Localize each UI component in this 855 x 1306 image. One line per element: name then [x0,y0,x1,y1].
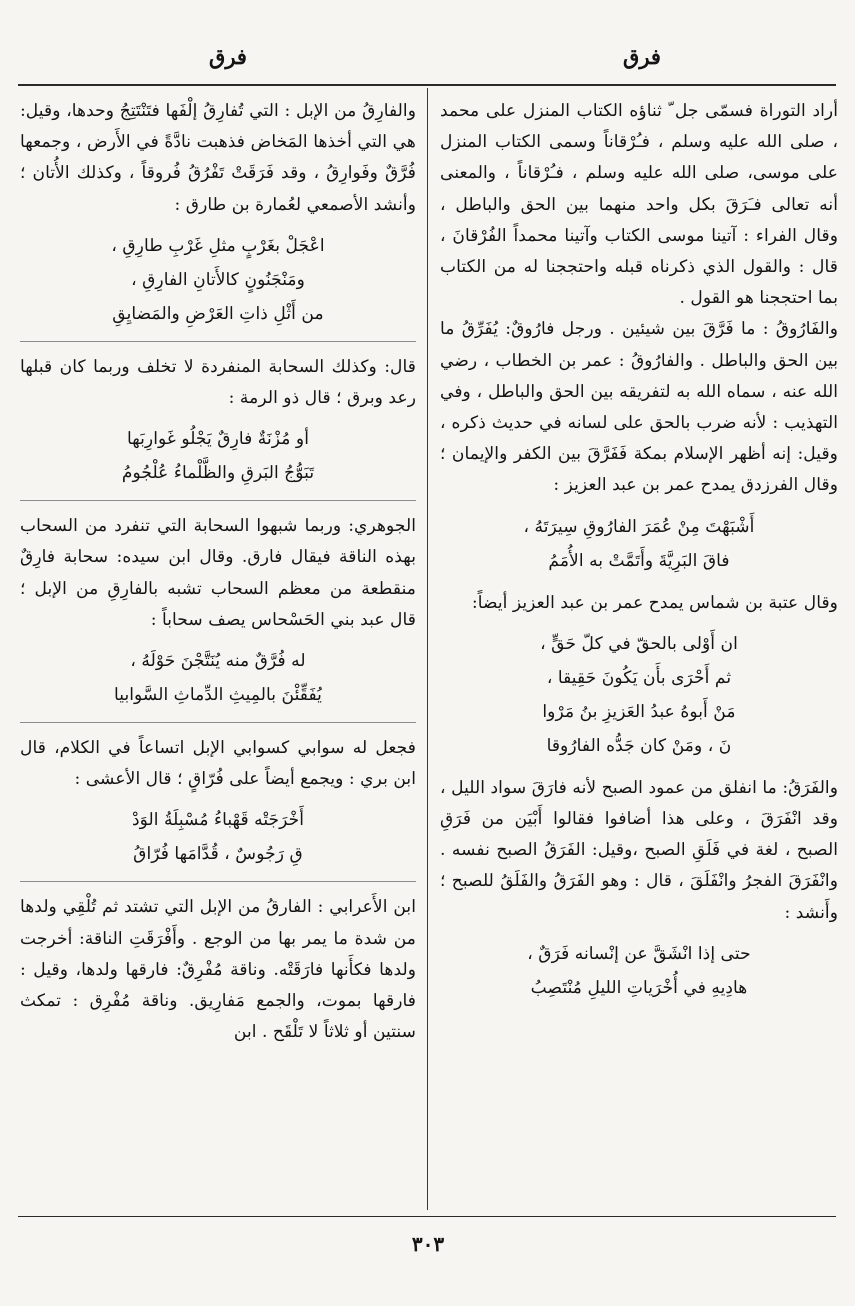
verse-line: من أَثْلِ ذاتِ العَرْضِ والمَضايِقِ [112,303,324,324]
verse-block [440,937,838,1005]
verse-line: ان أَوْلى بالحقّ في كلّ حَقٍّ ، [540,633,738,654]
verse-line: قِ رَجُوسٌ ، قُدَّامَها فُرّاقُ [133,844,303,865]
verse-line: أَخْرَجَتْه قَهْباءُ مُسْبِلَةُ الوَدْ [131,810,305,831]
verse-line: حتى إذا انْشَقَّ عن إنْسانه فَرَقٌ ، [527,943,751,964]
verse-block [20,229,416,331]
entry-paragraph: الجوهري: وربما شبهوا السحابة التي تنفرد من السحاب بهذه الناقة فيقال فارق. وقال ابن سيده: سحابة فارِقٌ منقطعة من معظم السحاب تشبه بالفارِقِ من الإبل ؛ قال عبد بني الحَسْحاس يصف سحاباً : [20,516,416,630]
page-number: ٣٠٣ [411,1232,445,1256]
footer-rule [18,1216,836,1217]
entry-paragraph: والفَرَقُ: ما انفلق من عمود الصبح لأنه فارَقَ سواد الليل ، وقد انْفَرَقَ ، وعلى هذا أضافوا فقالوا أَبْيَن من فَرَقِ الصبح ، لغة في فَلَقِ الصبح ،وقيل: الفَرَقُ الصبح نفسه . وانْفَرَقَ الفجرُ وانْفَلَقَ ، قال : وهو الفَرَقُ والفَلَقُ للصبح ؛ وأَنشد : [440,777,838,923]
verse-block [20,803,416,871]
verse-line: يُفَقِّئْنَ بالمِيثِ الدِّماثِ السَّوابيا [114,685,322,706]
entry-paragraph: وقال عتبة بن شماس يمدح عمر بن عبد العزيز أيضاً: [471,592,838,613]
verse-line: هادِيهِ في أُخْرَياتِ الليلِ مُنْتَصِبُ [530,977,748,998]
section-separator [20,500,416,501]
verse-line: أَشْبَهْتَ مِنْ عُمَرَ الفارُوقِ سِيرَتَهُ ، [523,516,755,537]
left-column [20,96,416,1048]
entry-paragraph: والفارِقُ من الإبل : التي تُفارِقُ إلْفَها فتَنْتَتِجُ وحدها، وقيل: هي التي أخذها المَخاض فذهبت نادَّةً في الأَرض ، وجمعها فُرَّقٌ وفَوارِقُ ، وقد فَرَقَتْ تَفْرُقُ فُروقاً ، وكذلك الأُتان ؛ وأنشد الأصمعي لعُمارة بن طارق : [20,101,416,215]
verse-line: أو مُزْنَةٌ فارِقٌ يَجْلُو غَوارِبَها [126,429,310,450]
section-separator [20,881,416,882]
entry-paragraph: أراد التوراة فسمّى جل ّ ثناؤه الكتاب المنزل على محمد ، صلى الله عليه وسلم ، فـُرْقاناً وسمى الكتاب المنزل على موسى، صلى الله عليه وسلم ، فـُرْقاناً ، والمعنى أنه تعالى فـَرَقَ بكل واحد منهما بين الحق والباطل ، وقال الفراء : آتينا موسى الكتاب وآتينا محمداً الفُرْقانَ ، قال : والقول الذي ذكرناه قبله واحتججنا له من الكتاب بما احتججنا هو القول . [440,101,838,309]
verse-block [440,510,838,578]
header-root-word-right: فرق [623,44,661,69]
verse-block [20,422,416,490]
verse-line: نَ ، ومَنْ كان جَدُّه الفارُوقا [546,735,732,756]
section-separator [20,341,416,342]
section-separator [20,722,416,723]
right-column [440,96,838,1015]
verse-block [20,644,416,712]
verse-line: ثم أَحْرَى بأَن يَكُونَ حَقِيقا ، [546,667,732,688]
verse-line: له فُرَّقٌ منه يُنَتَّجْنَ حَوْلَهُ ، [130,651,306,672]
header-rule [18,84,836,86]
verse-line: فاقَ البَرِيَّةَ وأَتَمَّتْ به الأُمَمُ [548,550,730,571]
verse-line: مَنْ أَبوهُ عبدُ العَزيزِ بنُ مَرْوا [542,701,736,722]
verse-block [440,627,838,763]
column-divider [427,88,428,1210]
entry-paragraph: والفَارُوقُ : ما فَرَّقَ بين شيئين . ورجل فارُوقٌ: يُفَرِّقُ ما بين الحق والباطل . والفارُوقُ : عمر بن الخطاب ، رضي الله عنه ، سماه الله به لتفريقه بين الحق والباطل ، وفي التهذيب : لأنه ضرب بالحق على لسانه في حديث ذكره ، وقيل: إنه أظهر الإسلام بمكة فَفَرَّقَ بين الكفر والإيمان ؛ وقال الفرزدق يمدح عمر بن عبد العزيز : [440,319,838,496]
verse-line: ومَنْجَنُونٍ كالأَتانِ الفارِقِ ، [131,269,305,290]
entry-paragraph: ابن الأَعرابي : الفارقُ من الإبل التي تشتد ثم تُلْقِي ولدها من شدة ما يمر بها من الوجع . وأَفْرَقَتِ الناقة: أخرجت ولدها فكأَنها فارَقَتْه. وناقة مُفْرِقٌ: فارقها ولدها، وقيل : فارقها بموت، والجمع مَفارِيق. وناقة مُفْرِق : تمكث سنتين أو ثلاثاً لا تَلْقَح . ابن [20,897,416,1043]
entry-paragraph: قال: وكذلك السحابة المنفردة لا تخلف وربما كان قبلها رعد وبرق ؛ قال ذو الرمة : [20,356,416,409]
verse-line: تَبَوُّجُ البَرقِ والظَّلْماءُ عُلْجُومُ [121,463,315,484]
header-root-word-left: فرق [209,44,247,69]
entry-paragraph: فجعل له سوابي كسوابي الإبل اتساعاً في الكلام، قال ابن بري : ويجمع أيضاً على فُرّاقٍ ؛ قال الأعشى : [20,738,416,790]
verse-line: اعْجَلْ بغَرْبٍ مثلِ غَرْبِ طارِقِ ، [111,235,325,256]
